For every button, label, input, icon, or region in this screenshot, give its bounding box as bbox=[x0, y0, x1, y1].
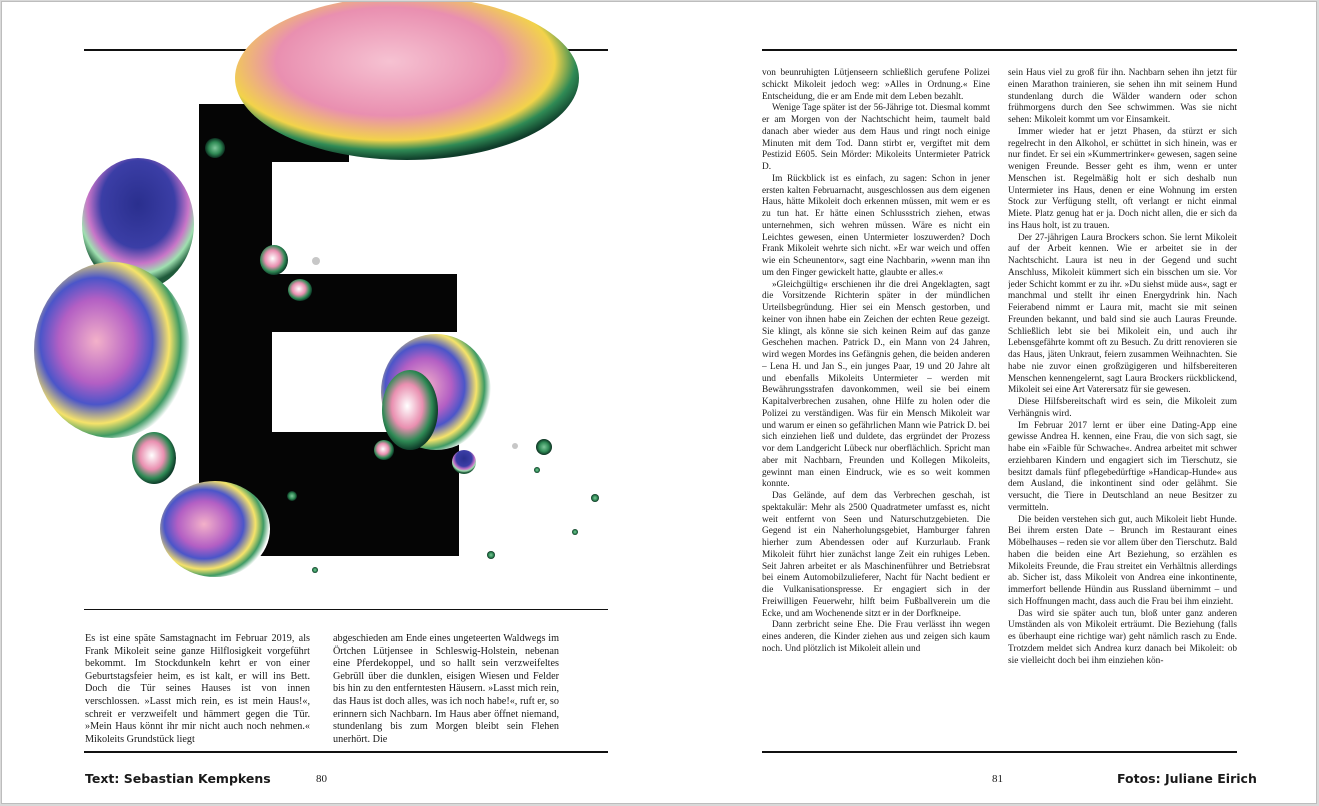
col1-paragraph: von beunruhigten Lütjenseern schließlich gerufene Polizei schickt Mikoleit jedoch weg: »Alles in Ordnung.« Eine Entscheidung, die er am Ende mit dem Leben bezahlt. bbox=[762, 68, 990, 102]
bubble-mixed-left bbox=[34, 262, 190, 438]
col2-paragraph: sein Haus viel zu groß für ihn. Nachbarn sehen ihn jetzt für einen Marathon trainieren, sie sehen ihn mit seinem Hund stundenlang durch die Wälder wandern oder schon frühmorgens durch den See schwimmen. Was sie nicht sehen: Mikoleit kommt um vor Einsamkeit. bbox=[1008, 68, 1237, 125]
col1-paragraph: Dann zerbricht seine Ehe. Die Frau verlässt ihn wegen eines anderen, die Kinder ziehen aus und zeigen sich kaum noch. Und plötzlich ist Mikoleit allein und bbox=[762, 620, 990, 654]
bubble-bottom bbox=[160, 481, 270, 577]
dot-2 bbox=[205, 138, 225, 158]
bubble-tiny-c bbox=[452, 450, 476, 474]
intro-column-2 bbox=[333, 633, 559, 746]
dot-6 bbox=[487, 551, 495, 559]
col2-paragraph: Die beiden verstehen sich gut, auch Mikoleit liebt Hunde. Bei ihrem ersten Date – Brunch im Restaurant eines Möbelhauses – reden sie vor allem über den Tierschutz. Bald haben die beiden eine Art Beziehung, so erzählen es Mikoleits Freunde, die Frau streitet ein Verhältnis allerdings ab. Sicher ist, dass Mikoleit von Andrea eine inkontinente, immerfort bellende Hündin aus Russland übernimmt – und sich Hoffnungen macht, dass auch die Frau bei ihm einzieht. bbox=[1008, 514, 1237, 607]
col1-paragraph: Das Gelände, auf dem das Verbrechen geschah, ist spektakulär: Mehr als 2500 Quadratmeter umfasst es, nicht weit entfernt von Seen und Naturschutzgebieten. Die Gegend ist ein Naherholungsgebiet, Hamburger fahren hierher zum Abendessen oder auf Kurzurlaub. Frank Mikoleit führt hier zunächst lange Zeit ein ruhiges Leben. Seit Jahren arbeitet er als Maschinenführer und Betriebsrat bei einem Automobilzulieferer, Nacht für Nacht bedient er die Vulkanisationspresse. Er engagiert sich in der Freiwilligen Feuerwehr, hilft beim Fußballverein um die Ecke, und am Wochenende sitzt er in der Dorfkneipe. bbox=[762, 491, 990, 619]
dot-7 bbox=[534, 467, 540, 473]
intro-top-rule bbox=[84, 609, 608, 610]
col2-paragraph: Immer wieder hat er jetzt Phasen, da stürzt er sich regelrecht in den Alkohol, er schüttet in sich hinein, was er nur findet. Er sei ein »Kummertrinker« gewesen, sagen seine wenigen Freunde. Besser geht es ihm, wenn er unter Menschen ist. Regelmäßig holt er sich deshalb nun Untermieter ins Haus, denen er eine Wohnung im ersten Stock zur Verfügung stellt, oft verlangt er nicht einmal Miete. Platz genug hat er ja. Doch nicht allen, die er sich da ins Haus holt, ist zu trauen. bbox=[1008, 126, 1237, 231]
dot-4 bbox=[591, 494, 599, 502]
col1-paragraph: »Gleichgültig« erschienen ihr die drei Angeklagten, sagt die Vorsitzende Richterin später in der mündlichen Urteilsbegründung. Hier sei ein Mensch gestorben, und keiner von ihnen habe ein Zeichen der echten Reue gezeigt. Sie klingt, als könne sie sich keinen Reim auf das ganze Geschehen machen. Patrick D., ein Mann von 24 Jahren, wird wegen Mordes ins Gefängnis gehen, die beiden anderen – Lena H. und Jan S., ein junges Paar, 19 und 20 Jahre alt und ebenfalls Mikoleits Untermieter – werden mit Bewährungsstrafen davonkommen, weil sie bei einem Kapitalverbrechen zusahen, ohne Hilfe zu holen oder die Polizei zu verständigen. Was für ein Mensch Mikoleit war und warum er einen so gefährlichen Mann wie Patrick D. bei sich einziehen ließ und duldete, das ergründet der Prozess vor dem Landgericht Lübeck nur oberflächlich. Spricht man aber mit Nachbarn, Freunden und Kollegen Mikoleits, gewinnt man einen Eindruck, wie es so weit kommen konnte. bbox=[762, 279, 990, 490]
page-number-left: 80 bbox=[316, 773, 327, 785]
dot-9 bbox=[312, 257, 320, 265]
col2-paragraph: Diese Hilfsbereitschaft wird es sein, die Mikoleit zum Verhängnis wird. bbox=[1008, 397, 1237, 419]
bottom-rule-left bbox=[84, 751, 608, 753]
illustration-letter-e-bubbles bbox=[2, 2, 662, 602]
bubble-large-pink bbox=[235, 2, 579, 160]
dot-5 bbox=[572, 529, 578, 535]
magazine-spread bbox=[2, 2, 1316, 803]
top-rule-right bbox=[762, 49, 1237, 51]
page-number-right: 81 bbox=[992, 773, 1003, 785]
col2-paragraph: Im Februar 2017 lernt er über eine Dating-App eine gewisse Andrea H. kennen, eine Frau, die von sich sagt, sie habe ein »Faible für Schwache«. Andrea arbeitet mit schwer erziehbaren Kindern und engagiert sich im Tierschutz, sie besitzt damals fünf pflegebedürftige »Handicap-Hunde« aus dem Ausland, die inkontinent sind oder gelähmt. Sie versucht, die Tiere in Deutschland an neue Besitzer zu vermitteln. bbox=[1008, 420, 1237, 513]
intro-paragraph-2: abgeschieden am Ende eines ungeteerten Waldwegs im Örtchen Lütjensee in Schleswig-Holstein, nebenan eine Pferdekoppel, und so hallt sein verzweifeltes Gebrüll über die dunklen, eisigen Wiesen und Felder bis hin zu den entferntesten Häusern. »Lasst mich rein, das Haus ist doch alles, was ich noch habe!«, ruft er, so erinnern sich Nachbarn. Im Haus aber öffnet niemand, stundenlang bis zum Morgen bleibt sein Flehen unerhört. Die bbox=[333, 633, 559, 745]
text-credit: Text: Sebastian Kempkens bbox=[85, 771, 271, 786]
dot-10 bbox=[512, 443, 518, 449]
col2-paragraph: Der 27-jährigen Laura Brockers schon. Sie lernt Mikoleit auf der Arbeit kennen. Wie er arbeitet sie in der Nachtschicht. Laura ist neu in der Gegend und sucht Anschluss, Mikoleit kümmert sich ein bisschen um sie. Vor jeder Schicht kommt er zu ihr. »Du siehst müde aus«, sagt er manchmal und stellt ihr einen Energydrink hin. Nach Feierabend nimmt er Laura mit, macht sie mit seinen Freunden bekannt, und bald sind sie auch Lauras Freunde. Schließlich lebt sie bei Mikoleit ein, und auch ihr Lebensgefährte kommt oft zu Besuch. Zu dritt renovieren sie das Haus, jäten Unkraut, feiern zusammen Weihnachten. Sie habe nie zuvor einen großzügigeren und hilfsbereiteren Menschen kennengelernt, sagt Laura Brockers rückblickend, Mikoleit sei eine Art Vaterersatz für sie gewesen. bbox=[1008, 232, 1237, 396]
bubble-pink-inner bbox=[382, 370, 438, 450]
bottom-rule-right bbox=[762, 751, 1237, 753]
photo-credit: Fotos: Juliane Eirich bbox=[1117, 771, 1257, 786]
article-column-1 bbox=[762, 68, 990, 750]
col2-paragraph: Das wird sie später auch tun, bloß unter ganz anderen Umständen als von Mikoleit erträumt. Die Beziehung (falls es überhaupt eine richtige war) geht nämlich rasch zu Ende. Trotzdem meldet sich Andrea kurz danach bei Mikoleit: ob sie vielleicht doch bei ihm einziehen kön- bbox=[1008, 608, 1237, 666]
article-column-2 bbox=[1008, 68, 1237, 750]
dot-1 bbox=[536, 439, 552, 455]
intro-column-1 bbox=[85, 633, 310, 746]
bubble-tiny-b bbox=[374, 440, 394, 460]
dot-3 bbox=[287, 491, 297, 501]
col1-paragraph: Im Rückblick ist es einfach, zu sagen: Schon in jener ersten kalten Februarnacht, ausgeschlossen aus dem eigenen Haus, hätte Mikoleit doch erkennen müssen, mit wem er es zu tun hat. Er hätte einen Schlussstrich ziehen, etwas unternehmen, sich wehren müssen. Wäre es nicht ein Leichtes gewesen, einen Untermieter loszuwerden? Doch Frank Mikoleit wehrte sich nicht. »Er war weich und offen wie ein Scheunentor«, sagt eine Nachbarin, »wenn man ihn um den Finger gewickelt hatte, glaubte er alles.« bbox=[762, 173, 990, 278]
col1-paragraph: Wenige Tage später ist der 56-Jährige tot. Diesmal kommt er am Morgen von der Nachtschicht heim, taumelt bald danach aber wieder aus dem Haus und ringt noch einige Minuten mit dem Tod. Dann stirbt er, vergiftet mit dem Pestizid E605. Sein Mörder: Mikoleits Untermieter Patrick D. bbox=[762, 103, 990, 172]
bubble-small-pink bbox=[132, 432, 176, 484]
dot-8 bbox=[312, 567, 318, 573]
bubble-mid-small bbox=[260, 245, 288, 275]
bubble-tiny-a bbox=[288, 279, 312, 301]
intro-paragraph-1: Es ist eine späte Samstagnacht im Februar 2019, als Frank Mikoleit seine ganze Hilflosigkeit vorgeführt bekommt. Im Stockdunkeln kehrt er von einer Geburtstagsfeier heim, es ist kalt, er will ins Bett. Doch die Tür seines Hauses ist von innen verschlossen. »Lasst mich rein, es ist mein Haus!«, schreit er verzweifelt und hämmert gegen die Tür. »Mein Haus könnt ihr mir nicht auch noch nehmen.« Mikoleits Grundstück liegt bbox=[85, 633, 310, 745]
